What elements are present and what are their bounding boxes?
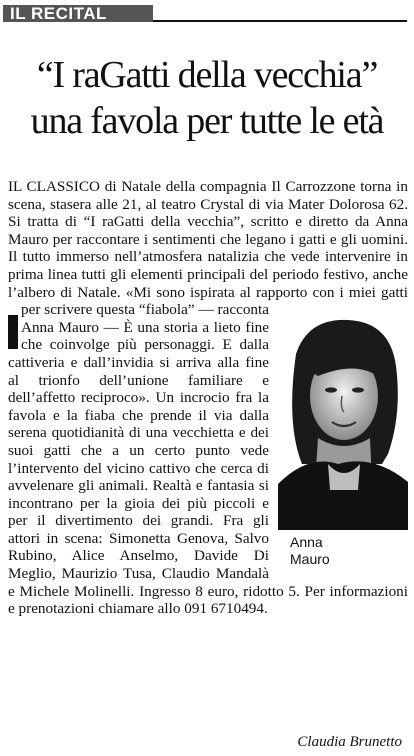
headline-line-2: una favola per tutte le età bbox=[30, 100, 384, 142]
caption-line-2: Mauro bbox=[290, 551, 330, 567]
kicker-rule bbox=[153, 20, 407, 22]
byline: Claudia Brunetto bbox=[297, 734, 402, 750]
portrait-photo bbox=[278, 314, 408, 530]
headline-line-1: “I raGatti della vecchia” bbox=[36, 54, 378, 96]
photo-caption bbox=[290, 534, 330, 568]
caption-line-1: Anna bbox=[290, 534, 323, 550]
article-text: di Natale della compagnia Il Carrozzone torna in scena, stasera alle 21, al teatro Crystal di via Mater Dolorosa 62. Si tratta di “I raGatti della vecchia”, scritto e diretto da Anna Mauro per raccontare i sentimenti che legano i gatti e gli uomini. Il tutto immerso nell’atmosfera natalizia che vede intervenire in prima linea tutti gli elementi principali del periodo festivo, anche l’albero di Natale. «Mi sono ispirata al rapporto con i miei gatti per scrivere questa “fiabola” — racconta Anna Mauro — È una storia a lieto fine che coinvolge più personaggi. E dalla cattiveria e dall’invidia si arriva alla fine al trionfo dell’unione familiare e dell’affetto reciproco». Un incrocio fra la favola e la fiaba che prende il via dalla serena quotidianità di una vecchietta e dei suoi gatti che a un certo punto vede l’intervento del vicino cattivo che cerca di avvelenare gli animali. Realtà e fantasia si incontrano per la gioia dei più piccoli e per il divertimento dei grandi. Fra gli attori in scena: Simonetta Genova, Salvo Rubino, Alice Anselmo, Davide Di Meglio, Maurizio Tusa, Claudio Mandalà e Michele Molinelli. Ingresso 8 euro, ridotto 5. Per informazioni e prenotazioni chiamare allo 091 6710494. bbox=[8, 178, 408, 618]
portrait-image bbox=[278, 314, 408, 530]
kicker-label: IL RECITAL bbox=[10, 4, 107, 23]
headline bbox=[0, 52, 414, 144]
section-kicker bbox=[0, 2, 414, 24]
drop-bar bbox=[8, 315, 18, 349]
article-lead: IL CLASSICO bbox=[8, 178, 100, 195]
